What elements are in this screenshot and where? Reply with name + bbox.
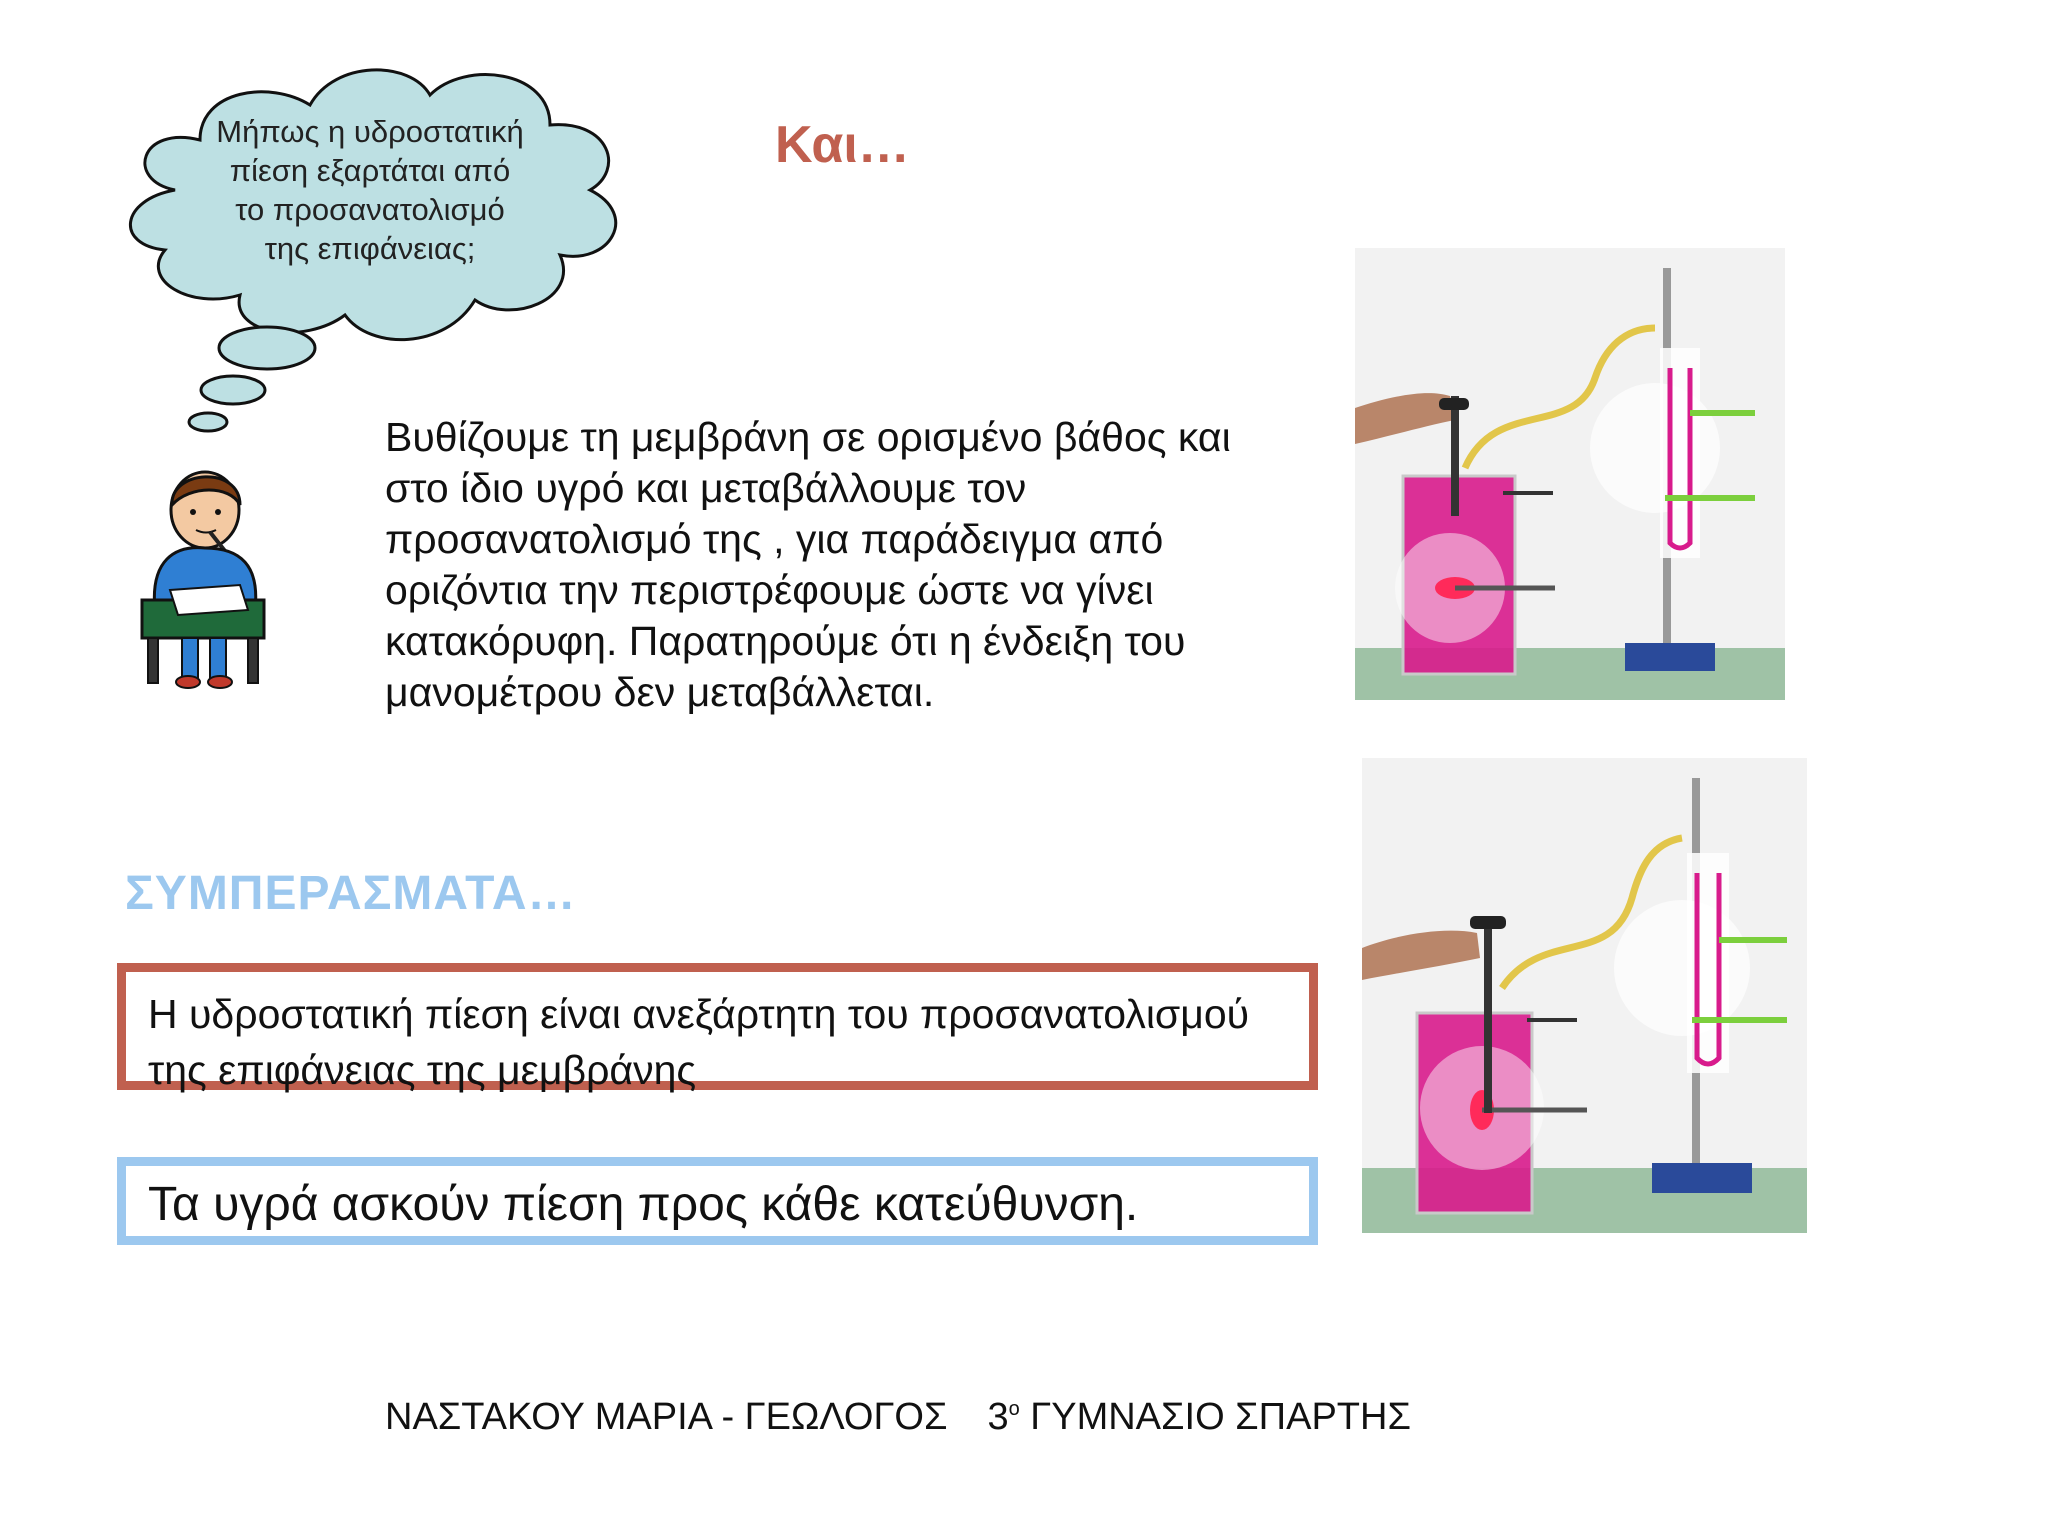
thought-line-2: πίεση εξαρτάται από [229, 153, 511, 188]
footer-school-name: ΓΥΜΝΑΣΙΟ ΣΠΑΡΤΗΣ [1030, 1396, 1411, 1438]
thinking-student-icon [130, 460, 280, 690]
conclusion-box-2 [117, 1157, 1318, 1245]
manometer-experiment-photo-2 [1362, 758, 1807, 1233]
footer-school-number: 3 [987, 1396, 1009, 1438]
manometer-experiment-photo-1 [1355, 248, 1785, 700]
slide-heading: Και… [775, 116, 910, 174]
conclusion-text-2: Τα υγρά ασκούν πίεση προς κάθε κατεύθυνση. [148, 1178, 1139, 1231]
footer-school-superscript: ο [1008, 1398, 1020, 1420]
footer [385, 1396, 1411, 1439]
experiment-description: Βυθίζουμε τη μεμβράνη σε ορισμένο βάθος και στο ίδιο υγρό και μεταβάλλουμε τον προσανατολισμό της , για παράδειγμα από οριζόντια την περιστρέφουμε ώστε να γίνει κατακόρυφη. Παρατηρούμε ότι η ένδειξη του μανομέτρου δεν μεταβάλλεται. [385, 414, 1231, 715]
footer-author: ΝΑΣΤΑΚΟΥ ΜΑΡΙΑ - ΓΕΩΛΟΓΟΣ [385, 1396, 948, 1438]
thought-line-1: Μήπως η υδροστατική [216, 114, 524, 149]
conclusions-title: ΣΥΜΠΕΡΑΣΜΑΤΑ… [125, 867, 577, 920]
thought-line-4: της επιφάνειας; [264, 231, 476, 266]
conclusion-text-1: Η υδροστατική πίεση είναι ανεξάρτητη του προσανατολισμού της επιφάνειας της μεμβράνης [148, 991, 1250, 1093]
conclusion-box-1 [117, 963, 1318, 1093]
thought-line-3: το προσανατολισμό [235, 192, 505, 227]
thought-bubble-text [190, 112, 550, 268]
